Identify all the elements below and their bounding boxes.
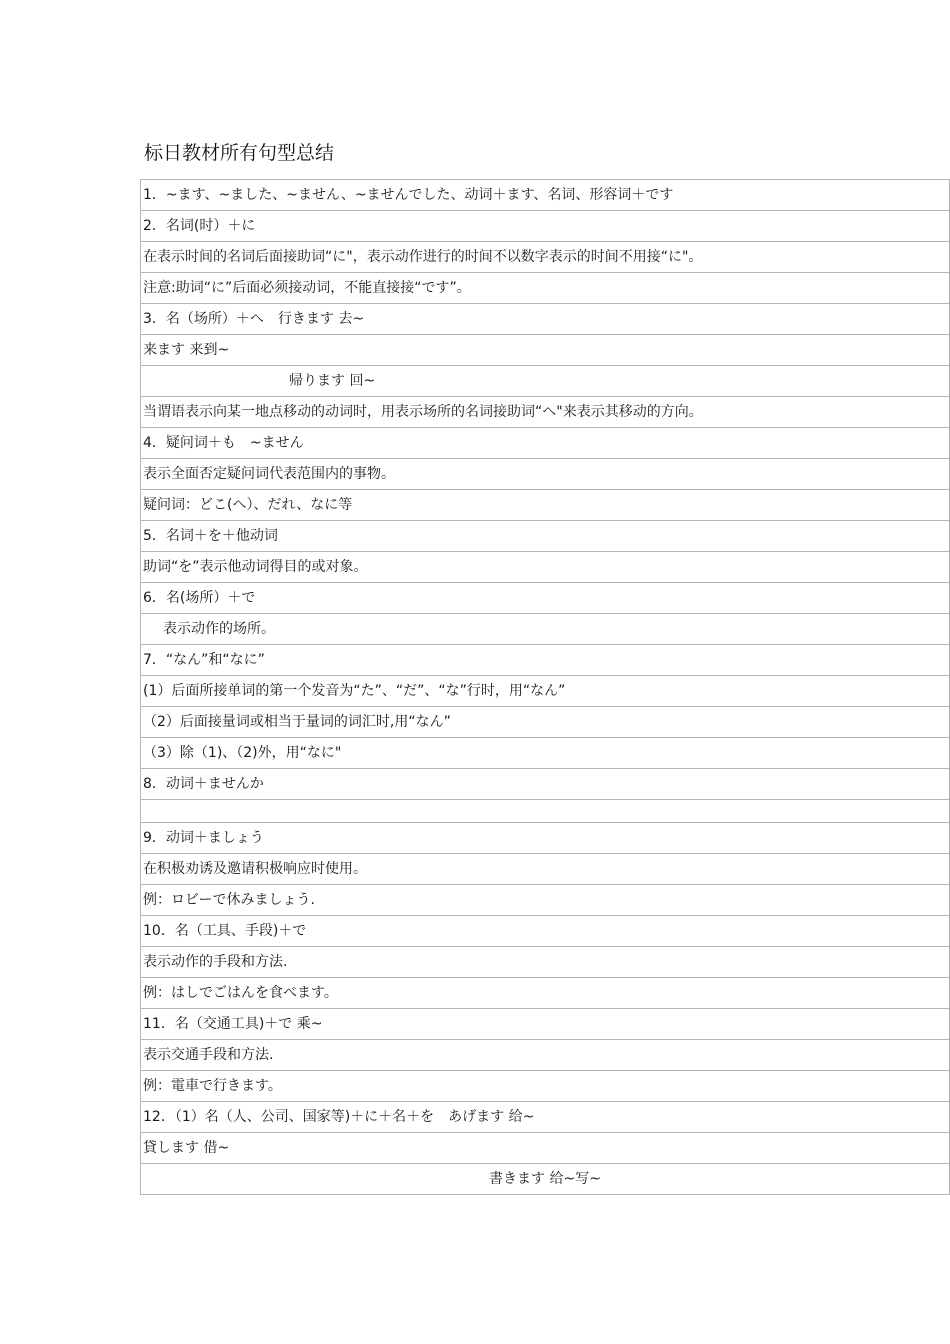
table-row: 1．~ます、~ました、~ません、~ませんでした、动词＋ます、名词、形容词＋です: [141, 180, 949, 211]
table-row: 3．名（场所）＋へ 行きます 去~: [141, 304, 949, 335]
table-row: 4．疑问词＋も ~ません: [141, 428, 949, 459]
table-row: 10．名（工具、手段)＋で: [141, 916, 949, 947]
table-row: 表示动作的场所。: [141, 614, 949, 645]
table-row: 当谓语表示向某一地点移动的动词时，用表示场所的名词接助词“へ"来表示其移动的方向。: [141, 397, 949, 428]
table-row: 6．名(场所）＋で: [141, 583, 949, 614]
table-row: 疑问词：どこ(へ）、だれ、なに等: [141, 490, 949, 521]
table-row: 来ます 来到~: [141, 335, 949, 366]
table-row: (1）后面所接单词的第一个发音为“た”、“だ”、“な”行时，用“なん”: [141, 676, 949, 707]
table-row: 表示交通手段和方法.: [141, 1040, 949, 1071]
table-row: 2．名词(时）＋に: [141, 211, 949, 242]
grammar-table: [140, 179, 950, 1195]
table-row: 11．名（交通工具)＋で 乘~: [141, 1009, 949, 1040]
table-row: 貸します 借~: [141, 1133, 949, 1164]
table-row: 表示全面否定疑问词代表范围内的事物。: [141, 459, 949, 490]
table-row: 在积极劝诱及邀请积极响应时使用。: [141, 854, 949, 885]
table-row: 7．“なん”和“なに”: [141, 645, 949, 676]
table-row: 注意:助词“に”后面必须接动词，不能直接接“です”。: [141, 273, 949, 304]
table-row-empty: [141, 800, 949, 823]
table-row: 在表示时间的名词后面接助词“に"，表示动作进行的时间不以数字表示的时间不用接“に"。: [141, 242, 949, 273]
table-row: 帰ります 回~: [141, 366, 949, 397]
table-row: 助词“を”表示他动词得目的或对象。: [141, 552, 949, 583]
table-row: 9．动词＋ましょう: [141, 823, 949, 854]
table-row: 書きます 给~写~: [141, 1164, 949, 1195]
table-row: （2）后面接量词或相当于量词的词汇时,用“なん”: [141, 707, 949, 738]
table-row: （3）除（1)、（2)外，用“なに": [141, 738, 949, 769]
table-row: 表示动作的手段和方法.: [141, 947, 949, 978]
page-title: 标日教材所有句型总结: [144, 142, 335, 164]
table-row: 12．（1）名（人、公司、国家等)＋に＋名＋を あげます 给~: [141, 1102, 949, 1133]
table-row: 例：はしでごはんを食べます。: [141, 978, 949, 1009]
table-row: 8．动词＋ませんか: [141, 769, 949, 800]
table-row: 5．名词＋を＋他动词: [141, 521, 949, 552]
table-row: 例：電車で行きます。: [141, 1071, 949, 1102]
table-row: 例：ロビーで休みましょう.: [141, 885, 949, 916]
